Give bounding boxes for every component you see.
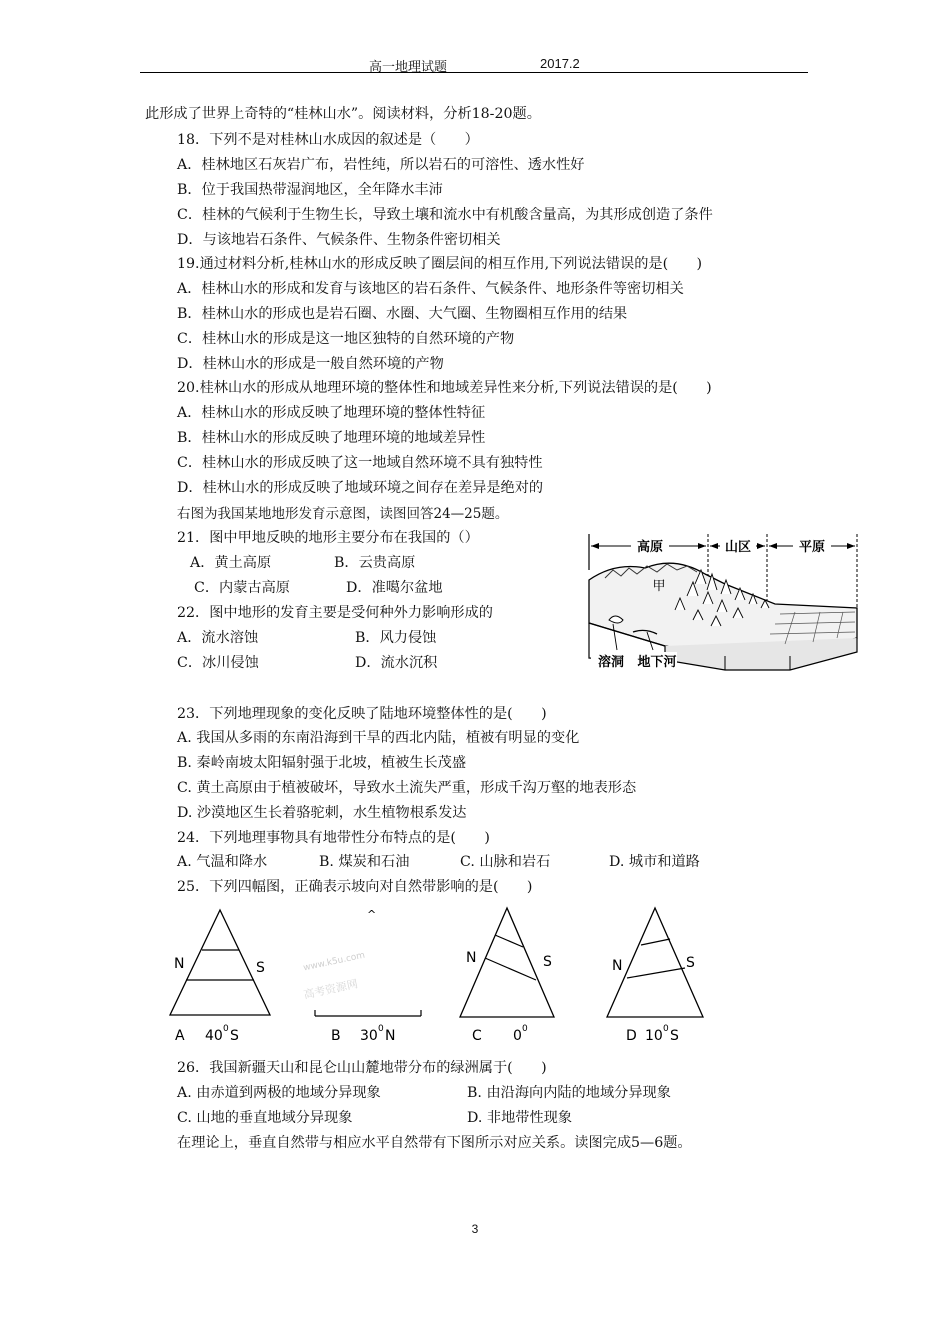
triangle-d-hemisphere: S	[670, 1028, 679, 1044]
label-cave: 溶洞	[597, 655, 625, 670]
triangle-d	[607, 908, 703, 1044]
q18-option-d: D．与该地岩石条件、气候条件、生物条件密切相关	[177, 232, 501, 248]
q26-option-d: D. 非地带性现象	[467, 1110, 573, 1126]
q24-option-b: B. 煤炭和石油	[319, 854, 410, 870]
q21-stem: 21．图中甲地反映的地形主要分布在我国的（）	[177, 530, 479, 546]
label-jia: 甲	[652, 579, 666, 594]
q20-option-b: B．桂林山水的形成反映了地理环境的地域差异性	[177, 430, 486, 446]
q26-option-a: A. 由赤道到两极的地域分异现象	[177, 1085, 381, 1101]
intro-text: 此形成了世界上奇特的“桂林山水”。阅读材料，分析18-20题。	[145, 106, 541, 122]
q22-option-b: B．风力侵蚀	[355, 630, 437, 646]
q26-stem: 26．我国新疆天山和昆仑山山麓地带分布的绿洲属于( )	[177, 1060, 547, 1076]
page-header	[140, 56, 808, 73]
triangle-b	[302, 908, 421, 1044]
triangle-a	[170, 910, 270, 1044]
landform-block-diagram	[575, 528, 865, 678]
q23-option-d: D. 沙漠地区生长着骆驼刺，水生植物根系发达	[177, 805, 467, 821]
q19-option-b: B．桂林山水的形成也是岩石圈、水圈、大气圈、生物圈相互作用的结果	[177, 306, 628, 322]
triangle-c-degree: 0	[522, 1024, 528, 1034]
triangle-a-degree: 0	[223, 1024, 229, 1034]
triangle-a-letter: A	[175, 1028, 185, 1044]
q24-option-a: A. 气温和降水	[177, 854, 268, 870]
label-plain: 平原	[798, 540, 826, 555]
q21-option-c: C．内蒙古高原	[194, 580, 290, 596]
q19-stem: 19.通过材料分析,桂林山水的形成反映了圈层间的相互作用,下列说法错误的是( )	[177, 256, 703, 272]
q25-stem: 25．下列四幅图，正确表示坡向对自然带影响的是( )	[177, 879, 533, 895]
page-number: 3	[471, 1222, 479, 1236]
q24-option-d: D. 城市和道路	[609, 854, 700, 870]
q23-stem: 23．下列地理现象的变化反映了陆地环境整体性的是( )	[177, 706, 547, 722]
q22-stem: 22．图中地形的发育主要是受何种外力影响形成的	[177, 605, 493, 621]
q18-option-b: B．位于我国热带湿润地区，全年降水丰沛	[177, 182, 443, 198]
triangle-a-latitude: 40	[205, 1028, 223, 1044]
q18-stem: 18．下列不是对桂林山水成因的叙述是（ ）	[177, 132, 479, 148]
q20-option-a: A．桂林山水的形成反映了地理环境的整体性特征	[177, 405, 486, 421]
q23-option-c: C. 黄土高原由于植被破坏，导致水土流失严重，形成千沟万壑的地表形态	[177, 780, 637, 796]
label-underground-river: 地下河	[637, 655, 677, 670]
triangle-a-north-label: N	[174, 956, 185, 972]
triangle-d-north-label: N	[612, 958, 623, 974]
label-mountain: 山区	[724, 540, 752, 555]
q20-stem: 20.桂林山水的形成从地理环境的整体性和地域差异性来分析,下列说法错误的是( )	[177, 380, 712, 396]
triangle-c-north-label: N	[466, 950, 477, 966]
header-date: 2017.2	[540, 56, 580, 71]
triangle-c-letter: C	[472, 1028, 482, 1044]
q19-option-a: A．桂林山水的形成和发育与该地区的岩石条件、气候条件、地形条件等密切相关	[177, 281, 684, 297]
triangle-b-apex-mark: ^	[367, 908, 377, 921]
q19-option-d: D．桂林山水的形成是一般自然环境的产物	[177, 356, 444, 372]
q21-option-b: B．云贵高原	[334, 555, 416, 571]
triangle-b-letter: B	[331, 1028, 341, 1044]
header-title: 高一地理试题	[369, 60, 448, 75]
triangle-b-latitude: 30	[360, 1028, 378, 1044]
q20-option-c: C．桂林山水的形成反映了这一地域自然环境不具有独特性	[177, 455, 543, 471]
q22-option-c: C．冰川侵蚀	[177, 655, 259, 671]
slope-triangles-figure	[165, 900, 725, 1050]
triangle-a-south-label: S	[256, 960, 265, 976]
triangle-d-degree: 0	[663, 1024, 669, 1034]
q24-option-c: C. 山脉和岩石	[460, 854, 551, 870]
svg-text:高考资源网: 高考资源网	[302, 977, 359, 1002]
intro2-text: 右图为我国某地地形发育示意图，读图回答24—25题。	[177, 506, 509, 522]
q23-option-b: B. 秦岭南坡太阳辐射强于北坡，植被生长茂盛	[177, 755, 467, 771]
svg-text:www.k5u.com: www.k5u.com	[302, 950, 366, 974]
q20-option-d: D．桂林山水的形成反映了地域环境之间存在差异是绝对的	[177, 480, 544, 496]
q24-stem: 24．下列地理事物具有地带性分布特点的是( )	[177, 830, 490, 846]
triangle-d-south-label: S	[686, 955, 695, 971]
q21-option-a: A．黄土高原	[190, 555, 272, 571]
q22-option-a: A．流水溶蚀	[177, 630, 259, 646]
triangle-b-degree: 0	[378, 1024, 384, 1034]
triangle-c	[460, 908, 554, 1044]
triangle-a-hemisphere: S	[230, 1028, 239, 1044]
outro-text: 在理论上，垂直自然带与相应水平自然带有下图所示对应关系。读图完成5—6题。	[177, 1135, 692, 1151]
triangle-b-hemisphere: N	[385, 1028, 396, 1044]
q18-option-c: C．桂林的气候利于生物生长，导致土壤和流水中有机酸含量高，为其形成创造了条件	[177, 207, 713, 223]
q19-option-c: C．桂林山水的形成是这一地区独特的自然环境的产物	[177, 331, 515, 347]
label-plateau: 高原	[636, 540, 664, 555]
triangle-d-latitude: 10	[645, 1028, 663, 1044]
q18-option-a: A．桂林地区石灰岩广布，岩性纯，所以岩石的可溶性、透水性好	[177, 157, 585, 173]
triangle-c-latitude: 0	[513, 1028, 522, 1044]
q26-option-c: C. 山地的垂直地域分异现象	[177, 1110, 353, 1126]
q23-option-a: A. 我国从多雨的东南沿海到干旱的西北内陆，植被有明显的变化	[177, 730, 580, 746]
q21-option-d: D．准噶尔盆地	[346, 580, 443, 596]
triangle-c-south-label: S	[543, 954, 552, 970]
triangle-d-letter: D	[626, 1028, 637, 1044]
q26-option-b: B. 由沿海向内陆的地域分异现象	[467, 1085, 671, 1101]
q22-option-d: D．流水沉积	[355, 655, 438, 671]
